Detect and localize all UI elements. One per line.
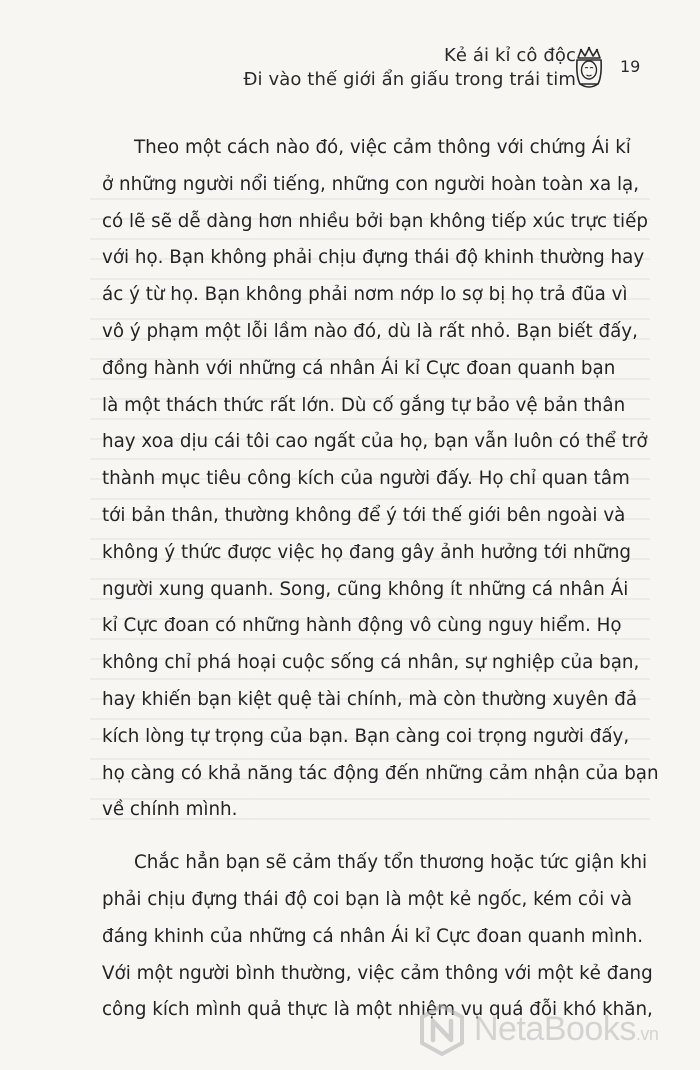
text-line: là một thách thức rất lớn. Dù cố gắng tự bảo vệ bản thân: [102, 394, 626, 416]
header-title-line1: Kẻ ái kỉ cô độc: [444, 45, 576, 66]
text-line: kích lòng tự trọng của bạn. Bạn càng coi trọng người đấy,: [102, 725, 630, 747]
text-line: vô ý phạm một lỗi lầm nào đó, dù là rất nhỏ. Bạn biết đấy,: [102, 320, 638, 342]
text-line: ở những người nổi tiếng, những con người hoàn toàn xa lạ,: [102, 173, 640, 195]
watermark-brand: NetaBooks: [474, 1010, 636, 1048]
text-line: có lẽ sẽ dễ dàng hơn nhiều bởi bạn không tiếp xúc trực tiếp: [102, 210, 648, 232]
netabooks-watermark: [418, 1002, 698, 1058]
text-line: tới bản thân, thường không để ý tới thế giới bên ngoài và: [102, 504, 626, 526]
text-line: hay xoa dịu cái tôi cao ngất của họ, bạn vẫn luôn có thể trở: [102, 431, 648, 453]
text-line: Với một người bình thường, việc cảm thông với một kẻ đang: [102, 962, 653, 984]
text-line: không ý thức được việc họ đang gây ảnh hưởng tới những: [102, 541, 632, 563]
header-title-line2: Đi vào thế giới ẩn giấu trong trái tim: [243, 69, 576, 90]
queen-crown-icon: [572, 46, 606, 90]
text-line: Chắc hẳn bạn sẽ cảm thấy tổn thương hoặc tức giận khi: [134, 852, 648, 874]
text-line: phải chịu đựng thái độ coi bạn là một kẻ ngốc, kém cỏi và: [102, 888, 633, 910]
text-line: đáng khinh của những cá nhân Ái kỉ Cực đoan quanh mình.: [102, 925, 644, 947]
text-line: không chỉ phá hoại cuộc sống cá nhân, sự nghiệp của bạn,: [102, 652, 640, 674]
body-text: [102, 130, 662, 1029]
text-line: về chính mình.: [102, 799, 238, 821]
page-number: 19: [620, 57, 641, 76]
watermark-suffix: .vn: [635, 1024, 659, 1044]
text-line: họ càng có khả năng tác động đến những cảm nhận của bạn: [102, 762, 659, 784]
text-line: đồng hành với những cá nhân Ái kỉ Cực đoan quanh bạn: [102, 357, 616, 379]
text-line: kỉ Cực đoan có những hành động vô cùng nguy hiểm. Họ: [102, 615, 622, 637]
text-line: hay khiến bạn kiệt quệ tài chính, mà còn thường xuyên đả: [102, 688, 638, 710]
text-line: Theo một cách nào đó, việc cảm thông với chứng Ái kỉ: [134, 137, 631, 158]
running-header: [244, 44, 577, 92]
text-line: công kích mình quả thực là một nhiệm vụ quá đỗi khó khăn,: [102, 999, 653, 1021]
text-line: với họ. Bạn không phải chịu đựng thái độ khinh thường hay: [102, 247, 645, 269]
text-line: ác ý từ họ. Bạn không phải nơm nớp lo sợ bị họ trả đũa vì: [102, 284, 628, 306]
paragraph-1: [102, 130, 662, 829]
text-line: thành mục tiêu công kích của người đấy. Họ chỉ quan tâm: [102, 468, 630, 490]
paragraph-spacer: [102, 829, 662, 845]
netabooks-logo-icon: [418, 1004, 466, 1056]
text-line: người xung quanh. Song, cũng không ít những cá nhân Ái: [102, 578, 629, 600]
watermark-text: [474, 1010, 658, 1049]
